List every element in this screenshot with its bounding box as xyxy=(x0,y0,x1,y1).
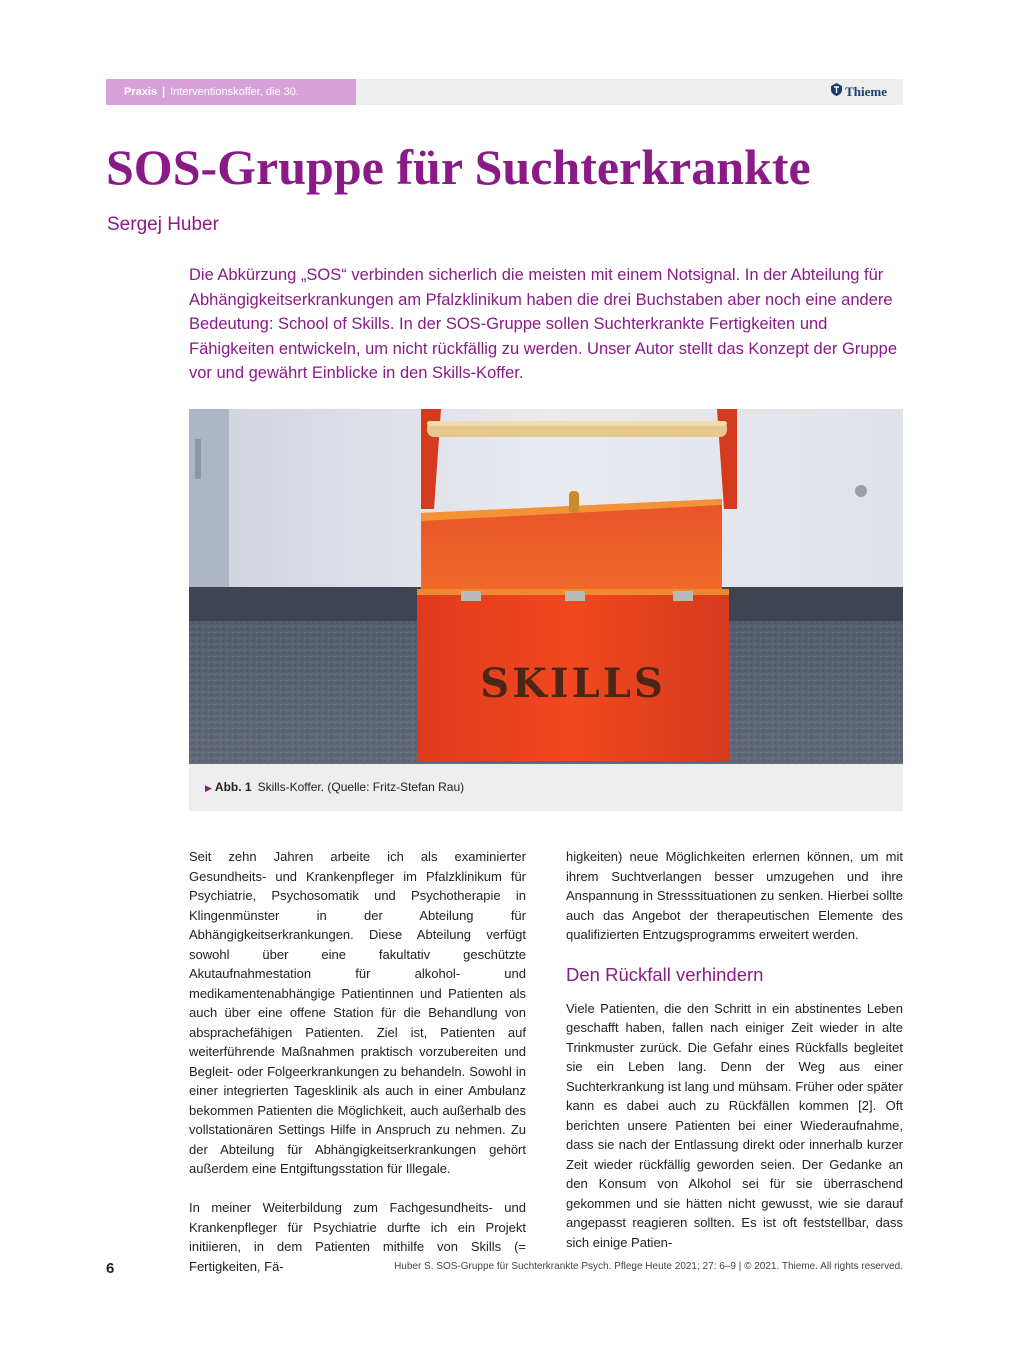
box-label: SKILLS xyxy=(480,660,666,707)
section-separator: | xyxy=(162,86,166,98)
body-paragraph: In meiner Weiterbildung zum Fachgesundheits- und Krankenpfleger für Psychiatrie durfte ich ein Projekt initiieren, in dem Patienten mithilfe von Skills (= Fertigkeiten, Fä- xyxy=(189,1200,526,1274)
caption-arrow-icon: ▶ xyxy=(205,783,212,793)
figure-photo xyxy=(189,409,903,764)
publisher-name: Thieme xyxy=(845,84,887,99)
figure-caption xyxy=(189,764,903,811)
caption-text: Skills-Koffer. (Quelle: Fritz-Stefan Rau) xyxy=(257,780,465,794)
section-heading: Den Rückfall verhindern xyxy=(566,963,764,985)
section-tag xyxy=(106,79,356,105)
publisher-logo xyxy=(831,79,887,105)
page-number: 6 xyxy=(106,1260,115,1277)
article-title: SOS-Gruppe für Suchterkrankte xyxy=(106,139,811,195)
article-author: Sergej Huber xyxy=(107,214,219,235)
body-paragraph: Viele Patienten, die den Schritt in ein abstinentes Leben geschafft haben, fallen nach einiger Zeit wieder in alte Trinkmuster zurück. Die Gefahr eines Rückfalls begleitet sie ein Leben lang. Denn der Weg aus einer Suchterkrankung ist lang und mühsam. Früher oder später kann es dabei auch zu Rückfällen kommen [2]. Oft berichten unsere Patienten bei einer Wiederaufnahme, dass sie nach der Entlassung direkt oder innerhalb kurzer Zeit wieder rückfällig geworden seien. Der Gedanke an den Konsum von Alkohol sei für sie überraschend gekommen und sie hätten nicht gewusst, wie sie darauf angepasst reagieren sollten. Es ist oft feststellbar, dass sich einige Patien- xyxy=(566,1000,903,1250)
body-column-left xyxy=(189,847,526,1276)
caption-label: Abb. 1 xyxy=(214,780,252,794)
body-column-right xyxy=(566,847,903,1252)
section-label: Praxis xyxy=(124,86,158,98)
running-header xyxy=(106,79,903,105)
series-label: Interventionskoffer, die 30. xyxy=(170,86,299,98)
thieme-logo-icon xyxy=(831,79,842,105)
body-paragraph: Seit zehn Jahren arbeite ich als examinierter Gesundheits- und Krankenpfleger im Pfalzklinikum für Psychiatrie, Psychosomatik und Psychotherapie in Klingenmünster in der Abteilung für Abhängigkeitserkrankungen. Diese Abteilung verfügt sowohl über eine fakultativ geschützte Akutaufnahmestation für alkohol- und medikamentenabhängige Patientinnen und Patienten als auch über eine offene Station für die Behandlung von absprachefähigen Patienten. Ziel ist, Patienten auf weiterführende Maßnahmen praktisch vorzubereiten und Begleit- oder Folgeerkrankungen zu behandeln. Sowohl in einer integrierten Tagesklinik als auch in einer Ambulanz bekommen Patienten die Möglichkeit, auch außerhalb des vollstationären Settings Hilfe in Anspruch zu nehmen. Zu der Abteilung für Abhängigkeitserkrankungen gehört außerdem eine Entgiftungsstation für Illegale. xyxy=(189,849,526,1176)
footer-citation: Huber S. SOS-Gruppe für Suchterkrankte Psych. Pflege Heute 2021; 27: 6–9 | © 2021. Thieme. All rights reserved. xyxy=(394,1261,903,1272)
article-lead: Die Abkürzung „SOS“ verbinden sicherlich die meisten mit einem Notsignal. In der Abteilung für Abhängigkeitserkrankungen am Pfalzklinikum haben die drei Buchstaben aber noch eine andere Bedeutung: School of Skills. In der SOS-Gruppe sollen Suchterkrankte Fertigkeiten und Fähigkeiten entwickeln, um nicht rückfällig zu werden. Unser Autor stellt das Konzept der Gruppe vor und gewährt Einblicke in den Skills-Koffer. xyxy=(189,266,898,382)
body-paragraph: higkeiten) neue Möglichkeiten erlernen können, um mit ihrem Suchtverlangen besser umzugehen und ihre Anspannung in Stresssituationen zu senken. Hierbei sollte auch das Angebot der therapeutischen Elemente des qualifizierten Entzugsprogramms erweitert werden. xyxy=(566,849,903,942)
